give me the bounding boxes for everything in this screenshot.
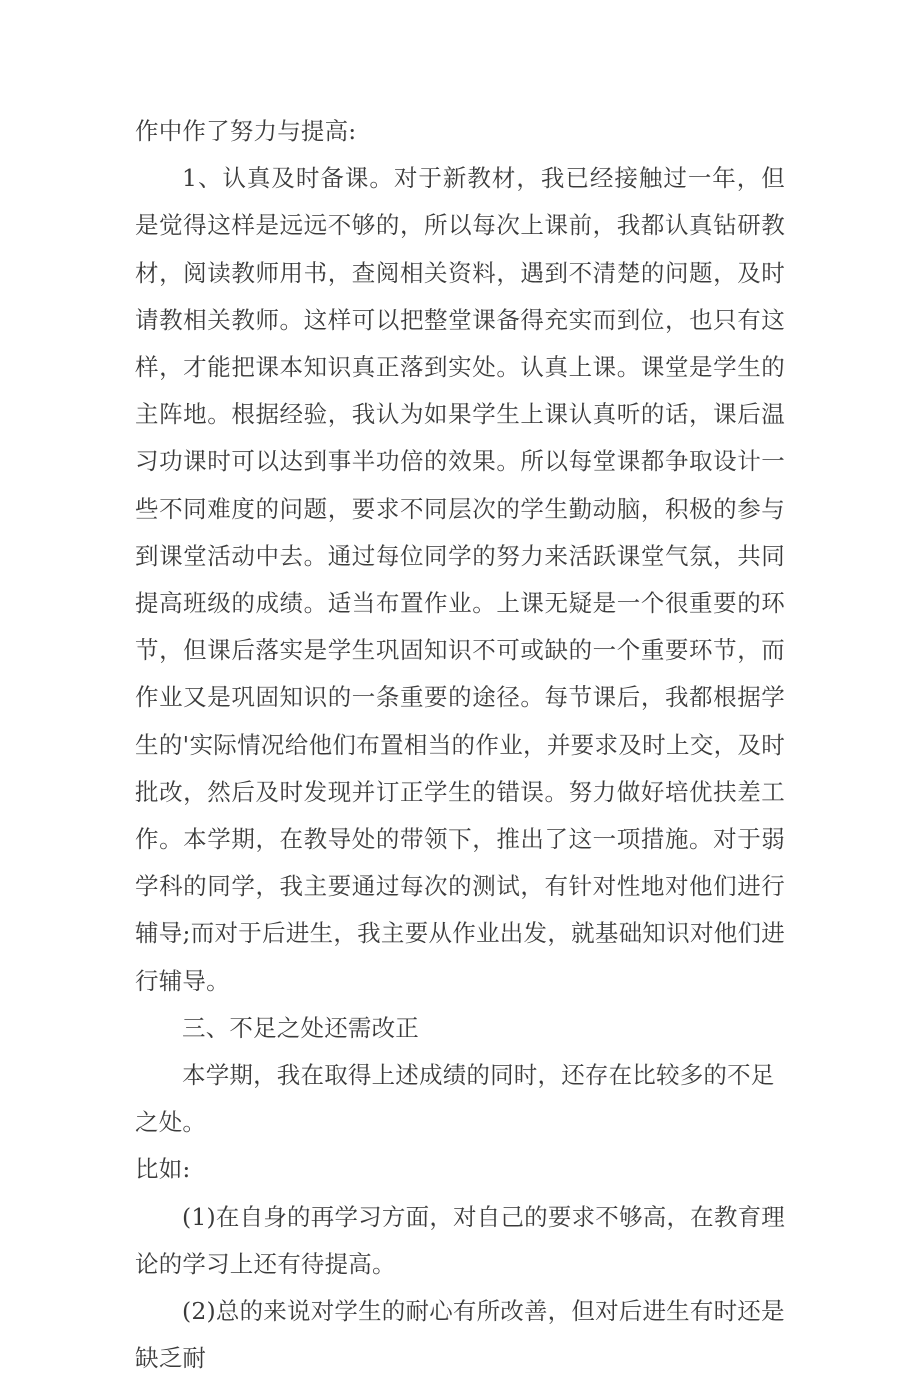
paragraph-shortcomings-intro: 本学期，我在取得上述成绩的同时，还存在比较多的不足之处。 — [135, 1061, 775, 1137]
paragraph-item-1-preparation: 1、认真及时备课。对于新教材，我已经接触过一年，但是觉得这样是远远不够的，所以每次上课前，我都认真钻研教材，阅读教师用书，查阅相关资料，遇到不清楚的问题，及时请教相关教师。这样可以把整堂课备得充实而到位，也只有这样，才能把课本知识真正落到实处。认真上课。课堂是学生的主阵地。根据经验，我认为如果学生上课认真听的话，课后温习功课时可以达到事半功倍的效果。所以每堂课都争取设计一些不同难度的问题，要求不同层次的学生勤动脑，积极的参与到课堂活动中去。通过每位同学的努力来活跃课堂气氛，共同提高班级的成绩。适当布置作业。上课无疑是一个很重要的环节，但课后落实是学生巩固知识不可或缺的一个重要环节，而作业又是巩固知识的一条重要的途径。每节课后，我都根据学生的'实际情况给他们布置相当的作业，并要求及时上交，及时批改，然后及时发现并订正学生的错误。努力做好培优扶差工作。本学期，在教导处的带领下，推出了这一项措施。对于弱学科的同学，我主要通过每次的测试，有针对性地对他们进行辅导;而对于后进生，我主要从作业出发，就基础知识对他们进行辅导。 — [135, 164, 785, 995]
section-heading-three: 三、不足之处还需改正 — [182, 1013, 419, 1042]
paragraph-shortcoming-1: (1)在自身的再学习方面，对自己的要求不够高，在教育理论的学习上还有待提高。 — [135, 1202, 785, 1278]
paragraph-shortcoming-2: (2)总的来说对学生的耐心有所改善，但对后进生有时还是缺乏耐 — [135, 1297, 785, 1373]
paragraph-continuation-line: 作中作了努力与提高: — [135, 117, 357, 145]
document-text-body — [135, 108, 785, 1382]
paragraph-for-example-label: 比如: — [135, 1155, 191, 1184]
